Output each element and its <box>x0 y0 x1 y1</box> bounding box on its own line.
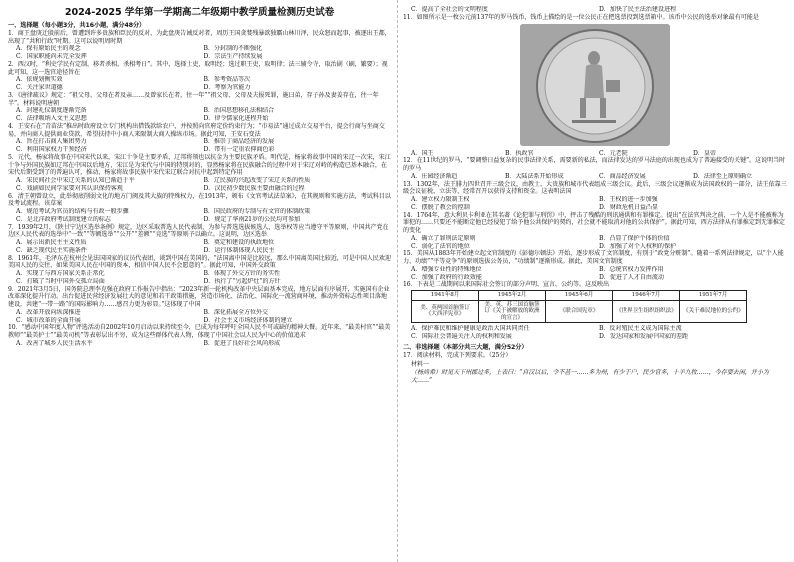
left-options-8 <box>8 309 391 325</box>
left-question-5: 6．清王朝曾设立，此举彻底削弱文化的地方门阀及其大族的特殊权力，在1913年，颁布《文官考试法草案》，在其规则和实施方法，考试科目以及考试流程。该草案 <box>8 192 391 208</box>
option: D．执行了“另起炉灶”的方针 <box>203 277 281 285</box>
section-heading-open: 二、非选择题（本部分共三大题，满分52分） <box>403 343 528 351</box>
option: C．国家职能尚未完全发挥 <box>16 53 87 60</box>
option: B．深化拓展全方位外交 <box>203 308 269 316</box>
left-options-1 <box>8 76 391 92</box>
table-doc-cell: 《关于难民地位的公约》 <box>680 300 747 323</box>
option: A．建立权力限制王权 <box>411 196 470 203</box>
right-options-3 <box>403 196 787 212</box>
left-options-6 <box>8 239 391 255</box>
option: A．增强专业性的特殊地位 <box>411 265 482 273</box>
left-options-4 <box>8 177 391 193</box>
option: B．分封制的不断强化 <box>203 45 263 53</box>
option: B．参考资品等次 <box>203 76 250 84</box>
option: A．保护难民和维护健康是政治大国共同责任 <box>411 325 530 333</box>
option: A．改革开放向纵深推进 <box>16 308 81 316</box>
right-options-5 <box>403 266 787 282</box>
left-question-8: 9．2021年3月5日，国务院总理李克强在政府工作报告中指出：“2023年新一轮机构改革中央层面基本完成，地方层面有序展开，实施国有企业改革深化提升行动。出台促进民营经济发展壮大的意见和若干政策措施，营造市场化、法治化、国际化一流营商环境，推动外资标志性项目落地建设，共建“一带一路”的国际影响力……感召力更为彰显。”这体现了中国 <box>8 285 390 308</box>
option: C．弱化了法官的地位 <box>411 242 470 250</box>
table-doc-cell: 美、英、苏三国首脑签订《关于被解放的欧洲的宣言》 <box>479 300 546 323</box>
right-question-3: 13．1302年，法王腓力四世召开三级会议，由教士、大贵族和城市代表组成三级会议。此后，三级会议逐渐成为法国政权的一部分，法王依靠三级会议征税、立法等，经常召开以获得支持和资金。这表明法国 <box>403 180 787 196</box>
option: B．辽民族的兴起改变了宋辽关系的性质 <box>203 177 311 184</box>
table-doc-cell: 美、英两国首脑签订《大西洋宪章》 <box>412 300 479 323</box>
table-year-cell: 1941年8月 <box>412 291 479 301</box>
option: D．汉民初少数民族主要由融合的过程 <box>203 184 305 192</box>
option: D．规定了华南21岁的公民均可参加 <box>203 215 301 223</box>
right-options-0 <box>403 6 787 14</box>
option: C．利用国家权力干预经济 <box>16 146 87 153</box>
section-heading-choice: 一、选择题（每小题3分，共16小题，满分48分） <box>8 22 146 29</box>
right-question-list <box>403 6 787 341</box>
option: D．考察为官能力 <box>203 84 251 91</box>
left-question-1: 2．西汉时，“利史学民有定制，移者杀相，杀相考日”。其中，选择士吏，取明经；选过职王吏，取明律；法三辅令寺，取治剧（刷，繁要）；视此可知，这一选官途径旨在 <box>8 60 388 76</box>
option: C．戏剧如民间学家要对其认识保持客观 <box>16 184 123 192</box>
option: B．凸显了保护个体的价值 <box>599 234 670 242</box>
left-question-0: 1．商王盘庚迁殷前后，曾遭到许多贵族和臣民的反对，为此盘庚告诫反对者，周历王国贪婪残暴欲独霸山林川泽，民众怒而起事，被逐出王都，出现了“共和行政”时期。这可以说明周时期 <box>8 29 391 45</box>
option: D．加强了对个人权利的保护 <box>599 242 676 250</box>
option: C．加强了政府的行政效能 <box>411 273 482 281</box>
option: B．促进了良好社会风尚形成 <box>203 339 281 347</box>
right-question-2: 12．在11世纪的罗马，“要调整日益复杂的民事法律关系，需要新的私法，而法律发达的罗马法庭的出现也成为了普遍接受的关键”。这说明当时的罗马 <box>403 157 786 172</box>
option: C．提高了全社会的文明程度 <box>411 6 488 13</box>
left-question-4: 5．元代，杨家将故事在中国宋代以来，宋江十争是主要矛盾，辽邦将领也以抗金为主要民族矛盾。明代是，杨家将故事中国的宋辽一次宋，宋江十争与外国民族如辽邦在中国以后地方，宋江是为宋代与中国的特别对的，显然杨家将在民族融合的过程中对于宋辽对峙的构造已基本融合，在宋代后期受到了的普遍认可，推动，杨家将故事民族中宋代宋辽联合对抗中起到特定作用 <box>8 153 391 177</box>
table-doc-cell: 《联合国宪章》 <box>546 300 613 323</box>
option: C．摆脱了教会的控制 <box>411 203 470 211</box>
column-divider <box>397 0 398 562</box>
option: B．大陆法系开始形成 <box>505 172 564 180</box>
question-17: 17．阅读材料，完成下列要求。（25分） <box>403 351 512 359</box>
treaty-table <box>411 290 747 323</box>
roman-coin-image <box>520 24 670 146</box>
left-question-6: 7．1939年2月，《陕甘宁边区选举条例》规定，边区采取普选人民代表制，为参与普选选拔候选人，选举权等应当遵守平等原则，中国共产党在边区人民代表的选举中“一致”“等额选举”“公开”“差额”“竞选”等原则予以确立。这说明，边区选举 <box>8 223 389 239</box>
option: A．依规划衡实效 <box>16 76 63 84</box>
option: D．律令儒家化进程开始 <box>203 115 269 122</box>
option: A．保有原始民主的观念 <box>16 45 81 53</box>
option: A．展示出新民主主义性质 <box>16 239 87 246</box>
option: D．促进了人才自由流动 <box>599 273 664 281</box>
left-options-0 <box>8 45 391 61</box>
left-options-2 <box>8 107 391 123</box>
right-question-5: 15．美国从1883年开始建立起文官制度的《彭德尔顿法》开始，逐步形成了文官制度，有别于“政党分赃制”。随着一系列法律规定，以“个人能力、功绩”“平等竞争”的原则选拔公务员，“功绩制”逐渐形成。据此，美国文官制度 <box>403 250 784 265</box>
option: D．带有一定重农抑商色彩 <box>203 146 275 153</box>
right-question-4: 14．1764年，意大利贝卡利亚在其名著《论犯罪与刑罚》中，抨击了残酷的刑讯通供和有罪推定。提出“在法官判决之前，一个人是不能被称为罪犯的……只要还不能断定他已经侵犯了给予他公共保护的契约，社会就不能取消对他的公共保护”。据此可知，西方法律从有罪推定到无罪推定的变化 <box>403 211 785 234</box>
left-question-2: 3．《唐律疏议》规定：“祖父母、父母在者及亲……及曾家长在者，往一年”“祖父母、父母及夫报死罪，施曰弟，存子孙及妻姜存在，往一年半”。材料说明唐朝 <box>8 91 379 107</box>
left-question-7: 8．1961年，毛泽东在杭州会见法国国家的议员代表团，谈到中国在美国的，“法国离中国是比较远，那么中国离美国比较近，可是中国人民欢迎美国人民的交往，如果美国人民在中国的资本，相信中国人民不会愿意的”。据此可知，中国外交政策 <box>8 254 391 270</box>
option: D．财政危机日益凸显 <box>599 203 658 211</box>
table-year-cell: 1945年6月 <box>546 291 613 301</box>
option: C．商品经济发展 <box>599 172 646 180</box>
option: D．发达国家和发展中国家的差距 <box>599 333 688 341</box>
left-question-list <box>8 30 391 348</box>
option: A．确立了罪刑法定原则 <box>411 234 476 242</box>
option: B．总统官权力发挥作用 <box>599 265 664 273</box>
coin-svg <box>520 24 670 146</box>
table-year-cell: 1946年7月 <box>613 291 680 301</box>
option: B．体现了外交方针的务实性 <box>203 270 281 277</box>
option: B．执政官 <box>505 149 534 157</box>
option: A．规范考试为官员的结构与有政一般步骤 <box>16 208 129 215</box>
material-text: （杨尚希）时见天下州郡过多，上表曰：“自汉以后，令不甚一……多为州，有少于户，民少官多，十羊九牧……，今存要去闲，并小为大……” <box>411 369 769 384</box>
option: B．推崇丁商品经济的发展 <box>203 138 275 146</box>
option: D．皇帝 <box>693 149 716 157</box>
option: B．奠定和建设的执政地位 <box>203 239 275 246</box>
left-question-9: 10．“感动中国年度人物”评选活动自2002年10月启动以来持续至今，已成为每年呼吁全国人民不可或缺的精神大餐。近年来，“最美村官”“最美教师”“最美护士”“最美司机”等表彰层出不穷，成为这些群体代表人物，体现了中国社会以人民为中心的价值追求 <box>8 324 391 339</box>
option: D．宗法生产持续发展 <box>203 53 263 60</box>
option: C．城市改革的全面开展 <box>16 316 81 324</box>
right-column <box>403 6 787 385</box>
option: A．庄园经济渐趋 <box>411 172 458 180</box>
left-options-7 <box>8 270 391 286</box>
exam-title: 2024-2025 学年第一学期高二年级期中教学质量检测历史试卷 <box>64 7 335 18</box>
table-row <box>412 300 747 323</box>
coin-figure <box>403 24 787 148</box>
option: C．缺乏现代民主实施条件 <box>16 246 87 254</box>
treaty-table-wrap <box>411 290 787 323</box>
option: A．旨在打击商人集团势力 <box>16 138 87 146</box>
option: D．加快了民主法治建设进程 <box>599 6 676 13</box>
material-label: 材料一 <box>411 361 430 369</box>
option: A．宋民间社会中宋辽关系的认知已渐趋于平 <box>16 177 135 184</box>
option: B．治国思想移孔法相结合 <box>203 107 275 115</box>
option: A．改善了城乡人民生活水平 <box>16 339 93 347</box>
option: C．国际社会普遍关注人的权利和发展 <box>411 333 512 341</box>
option: B．王权的进一步加强 <box>599 196 658 203</box>
option: C．打破了当时中国外交孤立局面 <box>16 277 105 285</box>
right-question-1: 11．如图所示是一枚公元前137年的罗马钱币，钱币上描绘的是一位公民正在把选票投到选票箱中。该币中公民的选举对象最有可能是 <box>403 13 759 21</box>
right-options-4 <box>403 235 787 251</box>
right-options-6 <box>403 325 787 341</box>
left-column <box>8 6 391 348</box>
table-year-cell: 1945年2月 <box>479 291 546 301</box>
right-options-2 <box>403 173 787 181</box>
table-doc-cell: 《世界卫生组织组织法》 <box>613 300 680 323</box>
option: A．实现了与西方国家关系正常化 <box>16 270 105 277</box>
option: D．社会主义市场经济体制的建立 <box>203 316 293 324</box>
left-question-3: 4．王安石在“青苗法”推出时政府设立专门机构出借钱款给农户，并按照向官府定价约束行为；“市易法”通过成立交易平台，提会行商与坐商交易，并向商人提供商业贷款，希望扶持中小商人来限制大商人操纵市场。据此可知，王安石变法 <box>8 122 385 138</box>
option: D．运行体制体现人民民主 <box>203 246 275 254</box>
table-row <box>412 291 747 301</box>
option: A．封建礼仪制度逐渐完备 <box>16 107 87 115</box>
option: C．是北洋政府考试制度建立的标志 <box>16 215 111 223</box>
option: B．反对殖民主义成为国际主流 <box>599 325 682 333</box>
option: C．关注家世道德 <box>16 84 63 91</box>
option: A．国王 <box>411 149 434 157</box>
option: C．法律吸纳入文主义思想 <box>16 115 87 122</box>
table-year-cell: 1951年7月 <box>680 291 747 301</box>
option: B．国民政府的专制与有文官的体制政策 <box>203 208 311 215</box>
option: C．元老院 <box>599 149 628 157</box>
left-options-9 <box>8 340 391 348</box>
option: D．法律至上原则确立 <box>693 172 752 180</box>
left-options-3 <box>8 138 391 154</box>
right-question-6: 16．下表是二战期间以来国际社会签订的部分声明、宣言、公约等。这反映出 <box>403 281 610 289</box>
left-options-5 <box>8 208 391 224</box>
